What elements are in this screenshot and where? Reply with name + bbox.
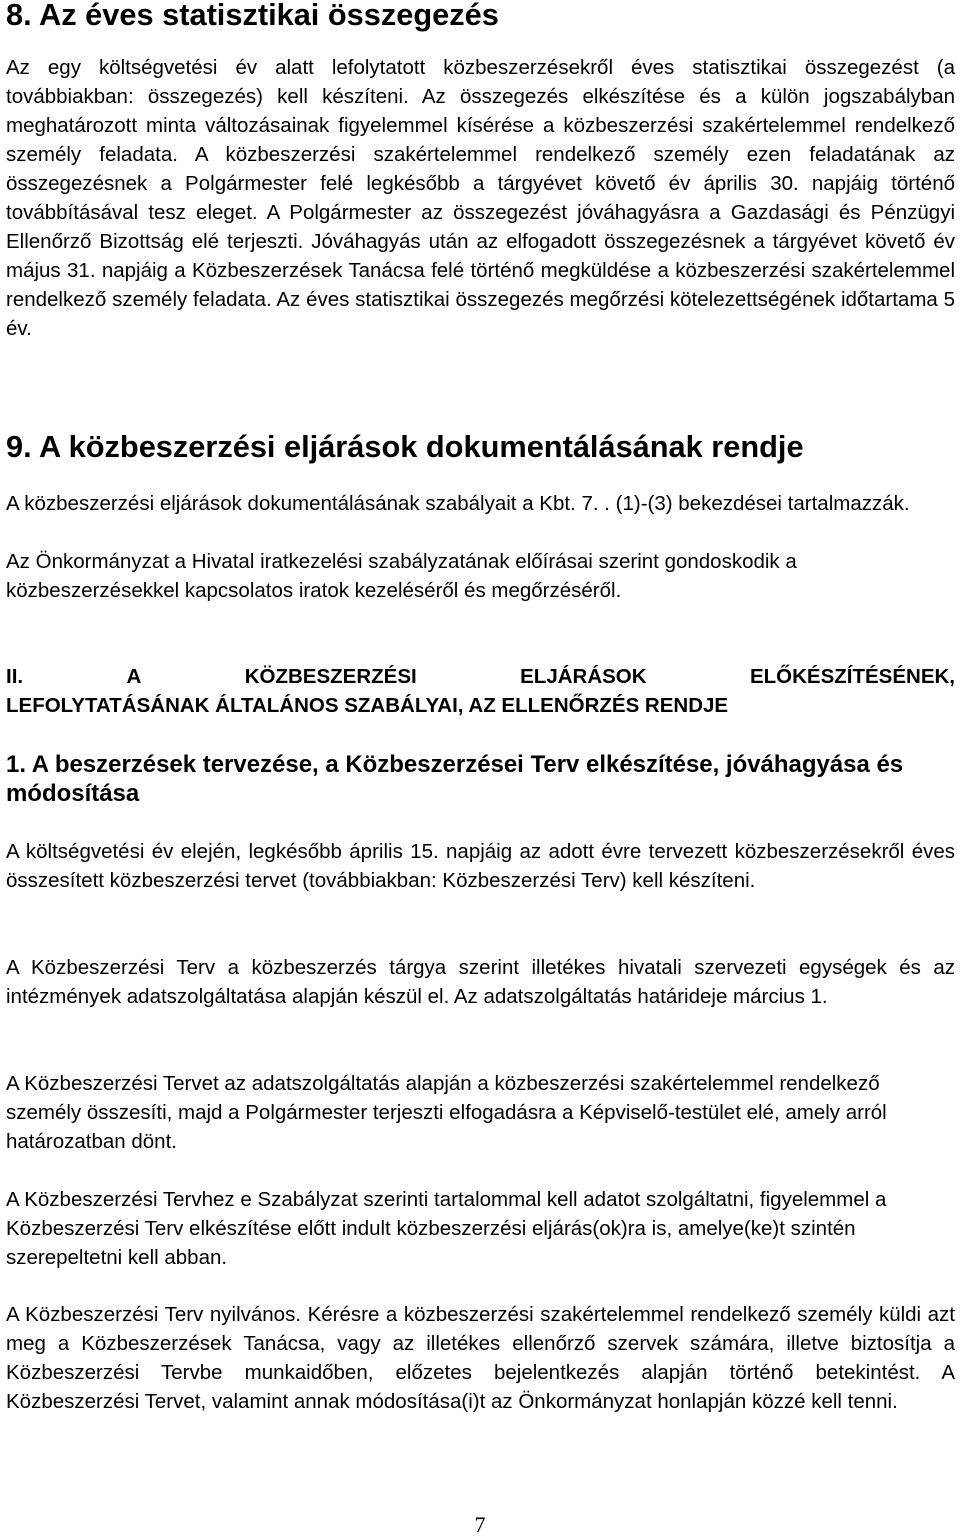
- section-9-heading: 9. A közbeszerzési eljárások dokumentálásának rendje: [6, 429, 804, 464]
- section-1-heading: 1. A beszerzések tervezése, a Közbeszerzései Terv elkészítése, jóváhagyása és módosítása: [6, 751, 904, 807]
- page-number: 7: [474, 1512, 486, 1537]
- section-9-paragraph-2: Az Önkormányzat a Hivatal iratkezelési szabályzatának előírásai szerint gondoskodik a közbeszerzésekkel kapcsolatos iratok kezeléséről és megőrzéséről.: [6, 550, 797, 602]
- section-9-paragraph-1: A közbeszerzési eljárások dokumentálásának szabályait a Kbt. 7. . (1)-(3) bekezdései tartalmazzák.: [6, 492, 910, 515]
- section-1-paragraph-1: A költségvetési év elején, legkésőbb április 15. napjáig az adott évre tervezett közbeszerzésekről éves összesített közbeszerzési tervet (továbbiakban: Közbeszerzési Terv) kell készíteni.: [6, 840, 955, 892]
- section-1-paragraph-4: A Közbeszerzési Tervhez e Szabályzat szerinti tartalommal kell adatot szolgáltatni, figyelemmel a Közbeszerzési Terv elkészítése előtt indult közbeszerzési eljárás(ok)ra is, amelye(ke)t szintén szerepeltetni kell abban.: [6, 1188, 887, 1269]
- section-8-paragraph: Az egy költségvetési év alatt lefolytatott közbeszerzésekről éves statisztikai összegezést (a továbbiakban: összegezés) kell készíteni. Az összegezés elkészítése és a külön jogszabályban meghatározott minta változásainak figyelemmel kísérése a közbeszerzési szakértelemmel rendelkező személy feladata. A közbeszerzési szakértelemmel rendelkező személy ezen feladatának az összegezésnek a Polgármester felé legkésőbb a tárgyévet követő év április 30. napjáig történő továbbításával tesz eleget. A Polgármester az összegezést jóváhagyásra a Gazdasági és Pénzügyi Ellenőrző Bizottság elé terjeszti. Jóváhagyás után az elfogadott összegezésnek a tárgyévet követő év május 31. napjáig a Közbeszerzések Tanácsa felé történő megküldése a közbeszerzési szakértelemmel rendelkező személy feladata. Az éves statisztikai összegezés megőrzési kötelezettségének időtartama 5 év.: [6, 56, 955, 340]
- section-1-paragraph-2: A Közbeszerzési Terv a közbeszerzés tárgya szerint illetékes hivatali szervezeti egységek és az intézmények adatszolgáltatása alapján készül el. Az adatszolgáltatás határideje március 1.: [6, 956, 955, 1008]
- section-1-paragraph-5: A Közbeszerzési Terv nyilvános. Kérésre a közbeszerzési szakértelemmel rendelkező személy küldi azt meg a Közbeszerzések Tanácsa, vagy az illetékes ellenőrző szervek számára, illetve biztosítja a Közbeszerzési Tervbe munkaidőben, előzetes bejelentkezés alapján történő betekintést. A Közbeszerzési Tervet, valamint annak módosítása(i)t az Önkormányzat honlapján közzé kell tenni.: [6, 1303, 955, 1413]
- part-ii-heading-word: A: [126, 665, 142, 688]
- part-ii-heading: [6, 662, 955, 720]
- part-ii-heading-word: ELJÁRÁSOK: [520, 665, 647, 688]
- part-ii-heading-line-1: [6, 662, 955, 691]
- part-ii-heading-word: ELŐKÉSZÍTÉSÉNEK,: [749, 665, 955, 688]
- part-ii-heading-line-2: LEFOLYTATÁSÁNAK ÁLTALÁNOS SZABÁLYAI, AZ ELLENŐRZÉS RENDJE: [6, 694, 729, 717]
- section-1-paragraph-3: A Közbeszerzési Tervet az adatszolgáltatás alapján a közbeszerzési szakértelemmel rendelkező személy összesíti, majd a Polgármester terjeszti elfogadásra a Képviselő-testület elé, amely arról határozatban dönt.: [6, 1072, 887, 1153]
- part-ii-heading-word: II.: [6, 665, 24, 688]
- section-8-heading: 8. Az éves statisztikai összegezés: [6, 0, 499, 32]
- part-ii-heading-word: KÖZBESZERZÉSI: [244, 665, 417, 688]
